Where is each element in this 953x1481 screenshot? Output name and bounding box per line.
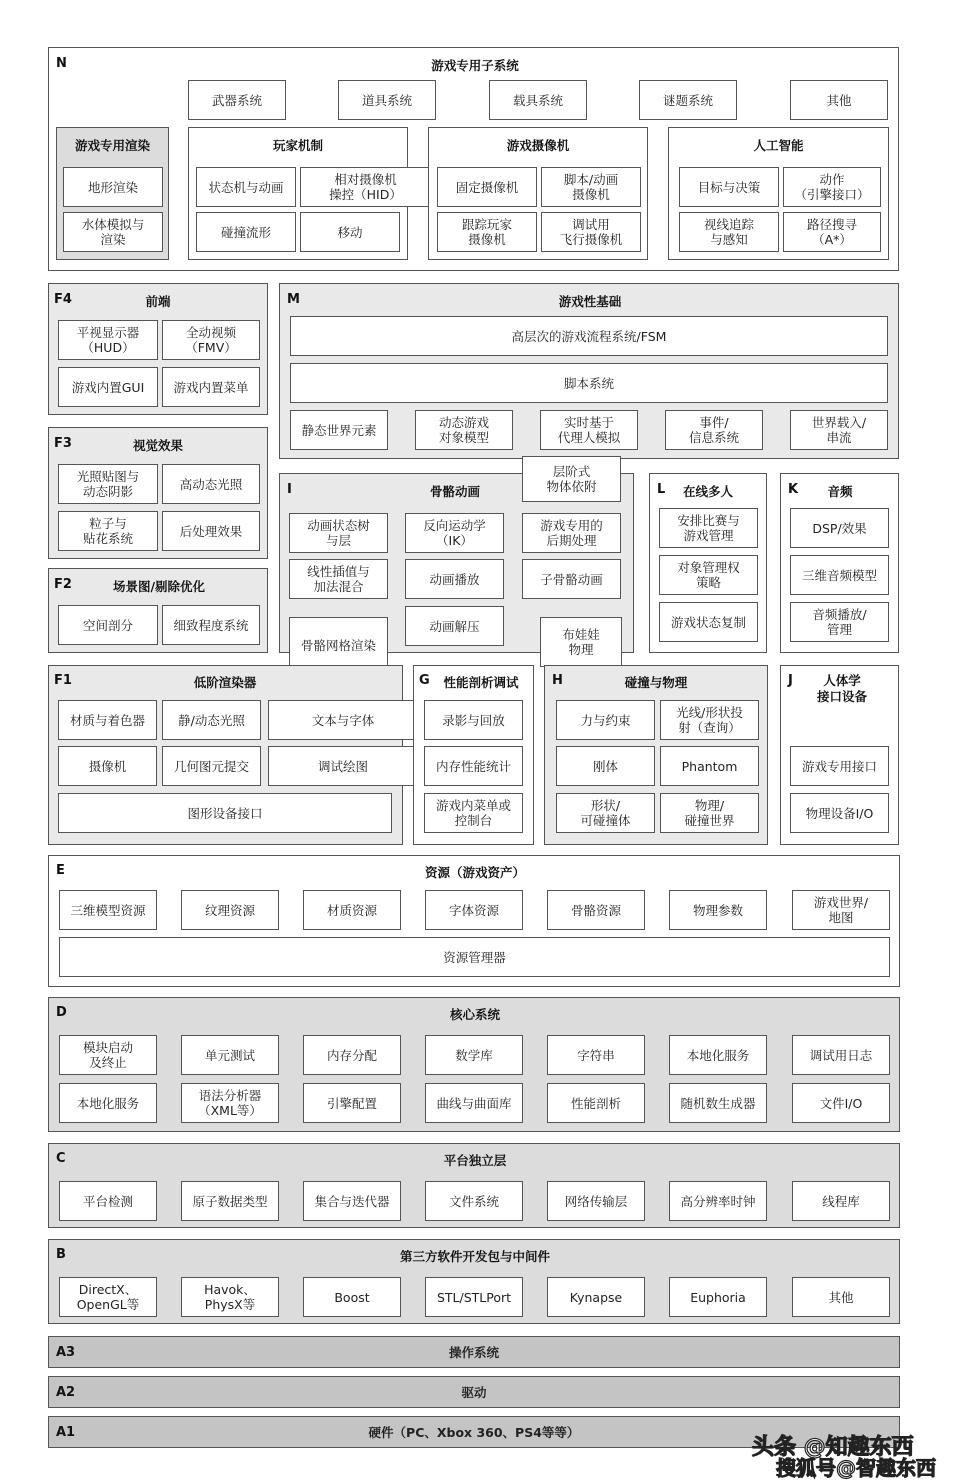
debug-fly-camera-box: 调试用 飞行摄像机 bbox=[541, 212, 641, 252]
kynapse-box: Kynapse bbox=[547, 1277, 645, 1317]
section-title: 性能剖析调试 bbox=[443, 675, 519, 690]
object-authority-box: 对象管理权 策略 bbox=[659, 555, 758, 595]
section-code: A1 bbox=[56, 1425, 76, 1440]
module-startup-box: 模块启动 及终止 bbox=[59, 1035, 157, 1075]
section-title: 骨骼动画 bbox=[429, 484, 480, 499]
section-title: 碰撞与物理 bbox=[624, 675, 688, 690]
record-playback-box: 录影与回放 bbox=[424, 700, 523, 740]
stl-stlport-box: STL/STLPort bbox=[425, 1277, 523, 1317]
platform-detection-box: 平台检测 bbox=[59, 1181, 157, 1221]
in-game-gui-box: 游戏内置GUI bbox=[58, 367, 158, 407]
havok-physx-box: Havok、 PhysX等 bbox=[181, 1277, 279, 1317]
file-system-box: 文件系统 bbox=[425, 1181, 523, 1221]
section-code: F2 bbox=[54, 577, 72, 592]
camera-relative-control-box: 相对摄像机 操控（HID） bbox=[300, 167, 431, 207]
game-specific-interface-box: 游戏专用接口 bbox=[790, 746, 889, 786]
collections-iterators-box: 集合与迭代器 bbox=[303, 1181, 401, 1221]
static-world-box: 静态世界元素 bbox=[290, 410, 388, 450]
section-title: 前端 bbox=[145, 294, 171, 309]
group-title: 玩家机制 bbox=[272, 138, 323, 153]
3d-model-resource-box: 三维模型资源 bbox=[59, 890, 157, 930]
ragdoll-physics-box: 布娃娃 物理 bbox=[540, 617, 622, 667]
anim-state-tree-box: 动画状态树 与层 bbox=[289, 513, 388, 553]
section-code: F4 bbox=[54, 292, 72, 307]
animation-playback-box: 动画播放 bbox=[405, 559, 504, 599]
in-game-console-box: 游戏内菜单或 控制台 bbox=[424, 793, 523, 833]
lightmap-shadow-box: 光照贴图与 动态阴影 bbox=[58, 464, 158, 504]
debug-logging-box: 调试用日志 bbox=[792, 1035, 890, 1075]
state-machine-box: 状态机与动画 bbox=[196, 167, 296, 207]
actions-box: 动作 （引擎接口） bbox=[783, 167, 881, 207]
hud-box: 平视显示器 （HUD） bbox=[58, 320, 158, 360]
goals-decisions-box: 目标与决策 bbox=[679, 167, 779, 207]
post-processing-box: 后处理效果 bbox=[162, 511, 260, 551]
euphoria-box: Euphoria bbox=[669, 1277, 767, 1317]
profiling-box: 性能剖析 bbox=[547, 1083, 645, 1123]
memory-stats-box: 内存性能统计 bbox=[424, 746, 523, 786]
game-world-map-box: 游戏世界/ 地图 bbox=[792, 890, 890, 930]
in-game-menu-box: 游戏内置菜单 bbox=[162, 367, 260, 407]
section-code: E bbox=[56, 863, 65, 878]
threading-library-box: 线程库 bbox=[792, 1181, 890, 1221]
other-box: 其他 bbox=[792, 1277, 890, 1317]
ray-shape-cast-box: 光线/形状投 射（查询） bbox=[660, 700, 759, 740]
memory-allocation-box: 内存分配 bbox=[303, 1035, 401, 1075]
math-library-box: 数学库 bbox=[425, 1035, 523, 1075]
lerp-additive-box: 线性插值与 加法混合 bbox=[289, 559, 388, 599]
section-code: F3 bbox=[54, 436, 72, 451]
section-code: L bbox=[657, 482, 666, 497]
resource-manager-box: 资源管理器 bbox=[59, 937, 890, 977]
group-title: 游戏专用渲染 bbox=[74, 138, 150, 153]
sight-perception-box: 视线追踪 与感知 bbox=[679, 212, 779, 252]
post-processing-box: 游戏专用的 后期处理 bbox=[522, 513, 621, 553]
water-render-box: 水体模拟与 渲染 bbox=[63, 212, 163, 252]
unit-testing-box: 单元测试 bbox=[181, 1035, 279, 1075]
rng-box: 随机数生成器 bbox=[669, 1083, 767, 1123]
section-title: 游戏性基础 bbox=[558, 294, 622, 309]
sub-skeletal-animation-box: 子骨骼动画 bbox=[522, 559, 621, 599]
hierarchical-attachment-box: 层阶式 物体依附 bbox=[522, 456, 621, 502]
agent-simulation-box: 实时基于 代理人模拟 bbox=[540, 410, 638, 450]
audio-playback-box: 音频播放/ 管理 bbox=[790, 602, 889, 642]
section-title: 场景图/剔除优化 bbox=[112, 579, 206, 594]
font-resource-box: 字体资源 bbox=[425, 890, 523, 930]
matchmaking-box: 安排比赛与 游戏管理 bbox=[659, 508, 758, 548]
dsp-effects-box: DSP/效果 bbox=[790, 508, 889, 548]
puzzle-system-box: 谜题系统 bbox=[639, 80, 737, 120]
parsers-box: 语法分析器 （XML等） bbox=[181, 1083, 279, 1123]
directx-opengl-box: DirectX、 OpenGL等 bbox=[59, 1277, 157, 1317]
section-title: 低阶渲染器 bbox=[193, 675, 257, 690]
section-a2-drivers bbox=[48, 1376, 900, 1408]
vehicle-system-box: 载具系统 bbox=[489, 80, 587, 120]
section-title: 在线多人 bbox=[682, 484, 733, 499]
section-code: A2 bbox=[56, 1385, 76, 1400]
watermark-line-2: 搜狐号@智趣东西 bbox=[776, 1456, 936, 1480]
debug-drawing-box: 调试绘图 bbox=[268, 746, 418, 786]
script-system-box: 脚本系统 bbox=[290, 363, 888, 403]
skinned-mesh-render-box: 骨骼网格渲染 bbox=[289, 617, 388, 673]
animation-decompression-box: 动画解压 bbox=[405, 606, 504, 646]
particle-decal-box: 粒子与 贴花系统 bbox=[58, 511, 158, 551]
fsm-box: 高层次的游戏流程系统/FSM bbox=[290, 316, 888, 356]
section-code: B bbox=[56, 1247, 66, 1262]
terrain-render-box: 地形渲染 bbox=[63, 167, 163, 207]
section-title: 平台独立层 bbox=[443, 1153, 507, 1168]
pathfinding-box: 路径搜寻 （A*） bbox=[783, 212, 881, 252]
atomic-types-box: 原子数据类型 bbox=[181, 1181, 279, 1221]
engine-config-box: 引擎配置 bbox=[303, 1083, 401, 1123]
hdr-lighting-box: 高动态光照 bbox=[162, 464, 260, 504]
static-dynamic-lighting-box: 静/动态光照 bbox=[162, 700, 261, 740]
follow-camera-box: 跟踪玩家 摄像机 bbox=[437, 212, 537, 252]
section-code: K bbox=[788, 482, 799, 497]
network-transport-box: 网络传输层 bbox=[547, 1181, 645, 1221]
section-title: 核心系统 bbox=[449, 1007, 500, 1022]
3d-audio-model-box: 三维音频模型 bbox=[790, 555, 889, 595]
section-title: 第三方软件开发包与中间件 bbox=[399, 1249, 550, 1264]
item-system-box: 道具系统 bbox=[338, 80, 436, 120]
boost-box: Boost bbox=[303, 1277, 401, 1317]
other-box: 其他 bbox=[790, 80, 888, 120]
section-code: M bbox=[287, 292, 300, 307]
world-streaming-box: 世界载入/ 串流 bbox=[790, 410, 888, 450]
event-messaging-box: 事件/ 信息系统 bbox=[665, 410, 763, 450]
group-title: 游戏摄像机 bbox=[506, 138, 570, 153]
forces-constraints-box: 力与约束 bbox=[556, 700, 655, 740]
lod-system-box: 细致程度系统 bbox=[162, 605, 260, 645]
scripted-camera-box: 脚本/动画 摄像机 bbox=[541, 167, 641, 207]
primitive-submission-box: 几何图元提交 bbox=[162, 746, 261, 786]
inverse-kinematics-box: 反向运动学 （IK） bbox=[405, 513, 504, 553]
section-code: C bbox=[56, 1151, 66, 1166]
weapon-system-box: 武器系统 bbox=[188, 80, 286, 120]
section-code: H bbox=[552, 673, 563, 688]
section-code: G bbox=[419, 673, 430, 688]
section-code: F1 bbox=[54, 673, 72, 688]
group-title: 人工智能 bbox=[753, 138, 804, 153]
section-title: 硬件（PC、Xbox 360、PS4等等） bbox=[368, 1425, 580, 1440]
cameras-box: 摄像机 bbox=[58, 746, 157, 786]
localization-box: 本地化服务 bbox=[59, 1083, 157, 1123]
movement-box: 移动 bbox=[300, 212, 400, 252]
shapes-collidables-box: 形状/ 可碰撞体 bbox=[556, 793, 655, 833]
texture-resource-box: 纹理资源 bbox=[181, 890, 279, 930]
section-title: 资源（游戏资产） bbox=[424, 865, 525, 880]
localization-box: 本地化服务 bbox=[669, 1035, 767, 1075]
section-title: 游戏专用子系统 bbox=[431, 58, 519, 73]
fixed-camera-box: 固定摄像机 bbox=[437, 167, 537, 207]
section-code: I bbox=[287, 482, 292, 497]
curves-surfaces-box: 曲线与曲面库 bbox=[425, 1083, 523, 1123]
section-code: N bbox=[56, 56, 67, 71]
collision-manifold-box: 碰撞流形 bbox=[196, 212, 296, 252]
physics-params-box: 物理参数 bbox=[669, 890, 767, 930]
phantom-box: Phantom bbox=[660, 746, 759, 786]
graphics-device-interface-box: 图形设备接口 bbox=[58, 793, 392, 833]
section-title: 人体学 接口设备 bbox=[816, 673, 867, 704]
file-io-box: 文件I/O bbox=[792, 1083, 890, 1123]
section-title: 音频 bbox=[827, 484, 853, 499]
section-code: J bbox=[788, 673, 793, 688]
materials-shaders-box: 材质与着色器 bbox=[58, 700, 157, 740]
section-title: 驱动 bbox=[461, 1385, 487, 1400]
physics-world-box: 物理/ 碰撞世界 bbox=[660, 793, 759, 833]
physical-device-io-box: 物理设备I/O bbox=[790, 793, 889, 833]
spatial-partition-box: 空间剖分 bbox=[58, 605, 158, 645]
section-code: D bbox=[56, 1005, 67, 1020]
dynamic-object-model-box: 动态游戏 对象模型 bbox=[415, 410, 513, 450]
watermark-line-1: 头条 @知趣东西 bbox=[752, 1435, 914, 1460]
hi-res-timer-box: 高分辨率时钟 bbox=[669, 1181, 767, 1221]
fmv-box: 全动视频 （FMV） bbox=[162, 320, 260, 360]
section-code: A3 bbox=[56, 1345, 76, 1360]
strings-box: 字符串 bbox=[547, 1035, 645, 1075]
skeleton-resource-box: 骨骼资源 bbox=[547, 890, 645, 930]
material-resource-box: 材质资源 bbox=[303, 890, 401, 930]
text-fonts-box: 文本与字体 bbox=[268, 700, 418, 740]
section-title: 操作系统 bbox=[448, 1345, 499, 1360]
rigid-bodies-box: 刚体 bbox=[556, 746, 655, 786]
section-title: 视觉效果 bbox=[132, 438, 183, 453]
state-replication-box: 游戏状态复制 bbox=[659, 602, 758, 642]
section-a3-os bbox=[48, 1336, 900, 1368]
